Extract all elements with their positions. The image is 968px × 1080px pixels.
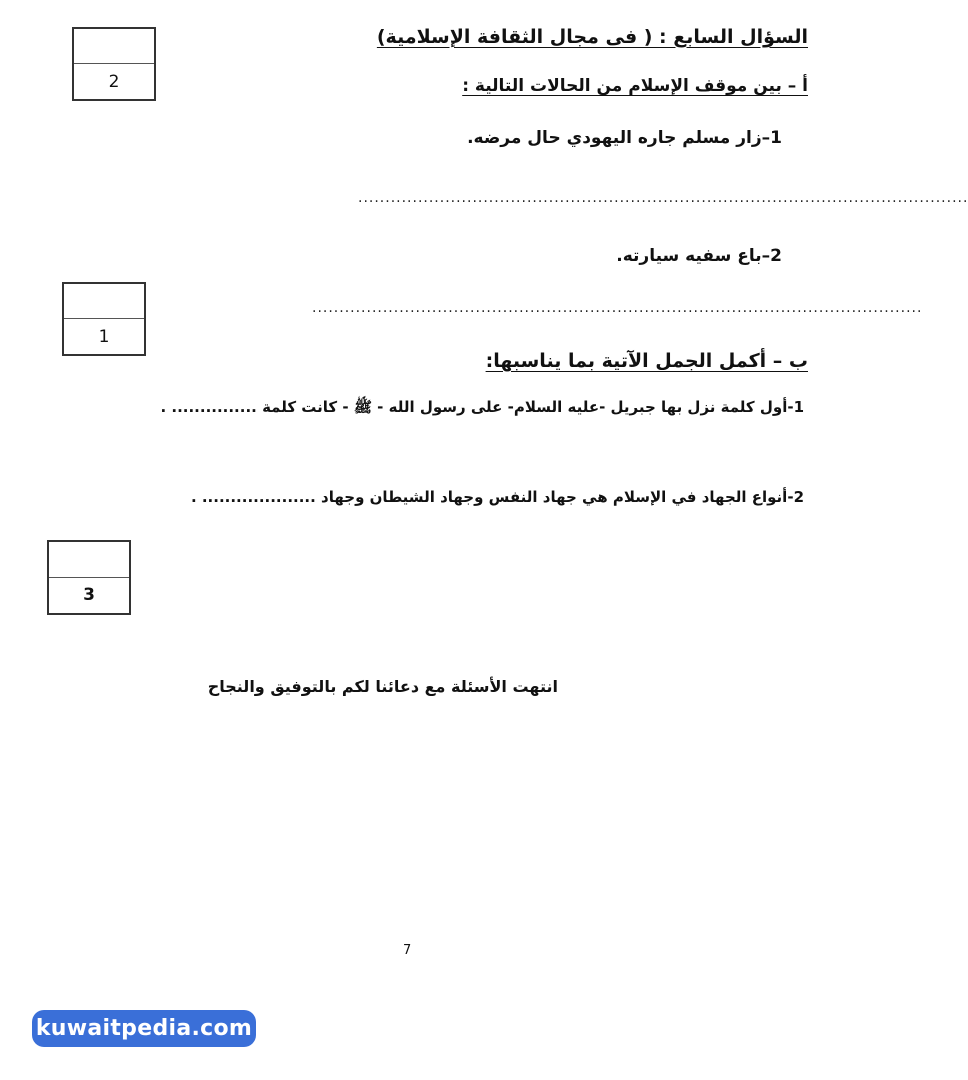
part-b-title: ب – أكمل الجمل الآتية بما يناسبها: bbox=[485, 350, 808, 372]
score-box-value: 3 bbox=[83, 585, 95, 606]
score-box-blank bbox=[74, 29, 154, 64]
score-box-2 bbox=[62, 282, 146, 356]
closing-message: انتهت الأسئلة مع دعائنا لكم بالتوفيق والنجاح bbox=[207, 677, 558, 696]
part-b-item-1: 1-أول كلمة نزل بها جبريل -عليه السلام- على رسول الله - ﷺ - كانت كلمة ............... . bbox=[160, 398, 804, 416]
score-box-value: 2 bbox=[108, 71, 120, 92]
part-a-title: أ – بين موقف الإسلام من الحالات التالية : bbox=[462, 76, 808, 96]
score-box-blank bbox=[49, 542, 129, 578]
part-a-item-1: 1–زار مسلم جاره اليهودي حال مرضه. bbox=[467, 128, 782, 148]
part-b-item-2: 2-أنواع الجهاد في الإسلام هي جهاد النفس وجهاد الشيطان وجهاد .................... . bbox=[190, 488, 804, 506]
page-number: 7 bbox=[403, 943, 412, 958]
score-box-value: 1 bbox=[98, 326, 110, 347]
score-box-1 bbox=[72, 27, 156, 101]
score-box-blank bbox=[64, 284, 144, 319]
answer-line-2: ................................................................................................................ bbox=[312, 300, 923, 316]
section-title: السؤال السابع : ( فى مجال الثقافة الإسلامية) bbox=[376, 26, 808, 48]
kuwaitpedia-logo: kuwaitpedia.com bbox=[32, 1010, 256, 1047]
answer-line-1: ................................................................................................................ bbox=[358, 190, 968, 206]
part-a-item-2: 2–باع سفيه سيارته. bbox=[616, 246, 782, 266]
score-box-3 bbox=[47, 540, 131, 615]
